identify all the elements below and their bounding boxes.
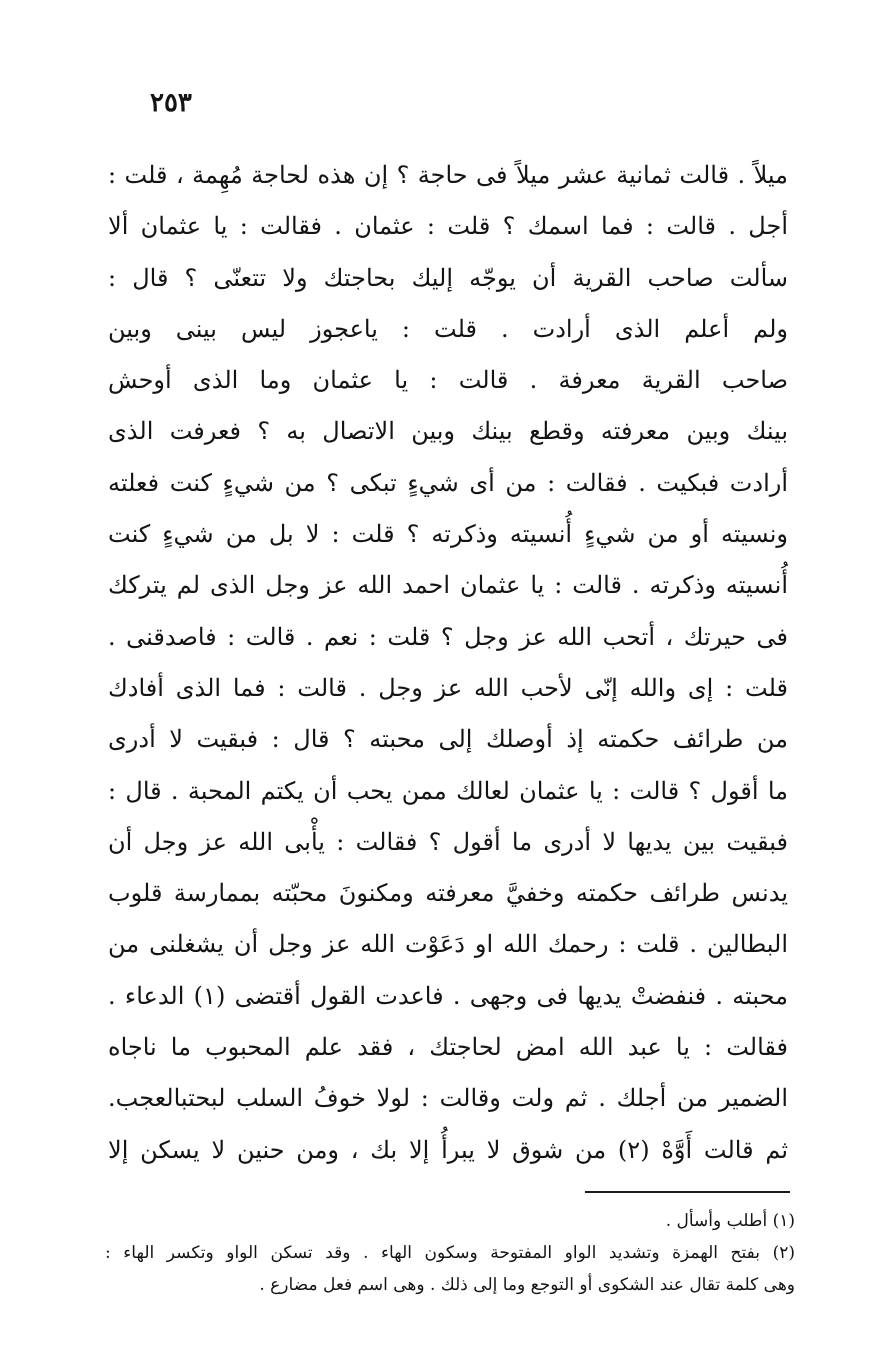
text-line: صاحب القرية معرفة . قالت : يا عثمان وما الذى أوحش	[108, 366, 788, 395]
text-line: يدنس طرائف حكمته وخفيَّ معرفته ومكنونَ محبّته بممارسة قلوب	[108, 879, 788, 908]
text-line: فبقيت بين يديها لا أدرى ما أقول ؟ فقالت : يأْبى الله عز وجل أن	[108, 827, 788, 856]
text-line: فى حيرتك ، أتحب الله عز وجل ؟ قلت : نعم . قالت : فاصدقنى .	[108, 622, 788, 651]
text-line: ولم أعلم الذى أرادت . قلت : ياعجوز ليس بينى وبين	[108, 314, 788, 343]
footnotes	[105, 1205, 795, 1301]
text-line: محبته . فنفضتْ يديها فى وجهى . فاعدت القول أقتضى (١) الدعاء .	[108, 981, 788, 1010]
text-line: قلت : إى والله إنّى لأحب الله عز وجل . قالت : فما الذى أفادك	[108, 673, 788, 702]
text-line: البطالين . قلت : رحمك الله او دَعَوْت الله عز وجل أن يشغلنى من	[108, 930, 788, 959]
body-text	[108, 150, 788, 1176]
footnote-divider	[585, 1191, 790, 1193]
text-line: أرادت فبكيت . فقالت : من أى شيءٍ تبكى ؟ من شيءٍ كنت فعلته	[108, 468, 788, 497]
text-line: ثم قالت أَوَّهْ (٢) من شوق لا يبرأُ إلا بك ، ومن حنين لا يسكن إلا	[108, 1135, 788, 1164]
text-line: ميلاً . قالت ثمانية عشر ميلاً فى حاجة ؟ إن هذه لحاجة مُهِمة ، قلت :	[108, 161, 788, 189]
footnote-2: (٢) بفتح الهمزة وتشديد الواو المفتوحة وسكون الهاء . وقد تسكن الواو وتكسر الهاء :	[105, 1243, 795, 1263]
text-line: من طرائف حكمته إذ أوصلك إلى محبته ؟ قال : فبقيت لا أدرى	[108, 725, 788, 754]
text-line: ونسيته أو من شيءٍ أُنسيته وذكرته ؟ قلت : لا بل من شيءٍ كنت	[108, 520, 788, 549]
text-line: الضمير من أجلك . ثم ولت وقالت : لولا خوفُ السلب لبحتبالعجب.	[108, 1084, 788, 1113]
text-line: فقالت : يا عبد الله امض لحاجتك ، فقد علم المحبوب ما ناجاه	[108, 1033, 788, 1062]
page-number: ٢٥٣	[150, 88, 192, 118]
footnote-2-continued: وهى كلمة تقال عند الشكوى أو التوجع وما إلى ذلك . وهى اسم فعل مضارع .	[259, 1275, 795, 1295]
text-line: بينك وبين معرفته وقطع بينك وبين الاتصال به ؟ فعرفت الذى	[108, 417, 788, 446]
text-line: سألت صاحب القرية أن يوجّه إليك بحاجتك ولا تتعنّى ؟ قال :	[108, 263, 788, 292]
text-line: أجل . قالت : فما اسمك ؟ قلت : عثمان . فقالت : يا عثمان ألا	[108, 212, 788, 241]
text-line: ما أقول ؟ قالت : يا عثمان لعالك ممن يحب أن يكتم المحبة . قال :	[108, 776, 788, 805]
text-line: أُنسيته وذكرته . قالت : يا عثمان احمد الله عز وجل الذى لم يتركك	[108, 571, 788, 600]
footnote-1: (١) أطلب وأسأل .	[665, 1211, 795, 1231]
